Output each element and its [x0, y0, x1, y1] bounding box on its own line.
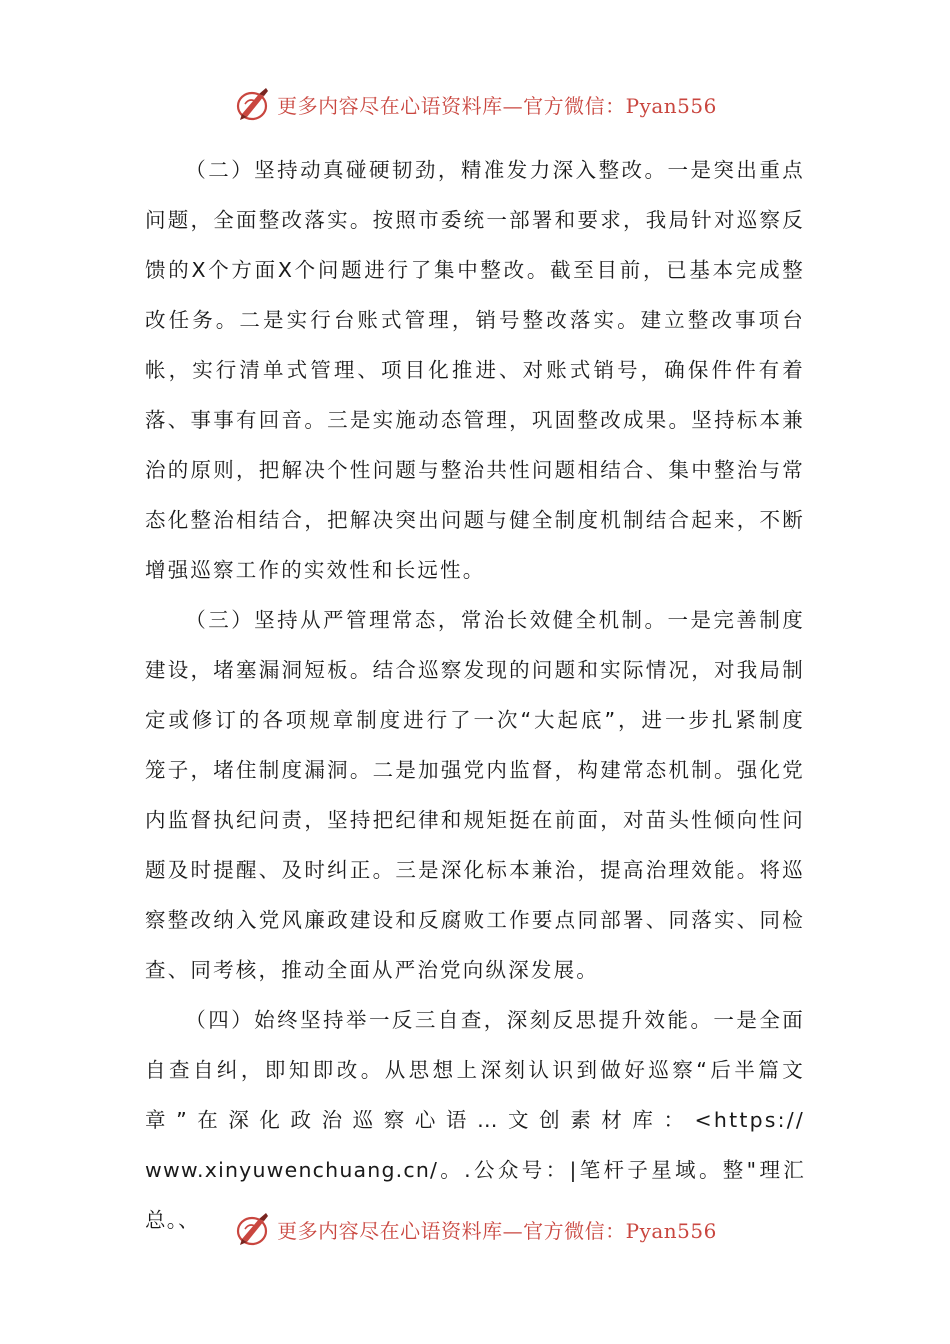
document-body [145, 145, 805, 1245]
watermark-text: 更多内容尽在心语资料库—官方微信：Pyan556 [277, 1218, 717, 1243]
pen-logo-icon [233, 84, 273, 124]
paragraph-section-2 [145, 145, 805, 595]
paragraph-section-4 [145, 995, 805, 1145]
watermark-header [0, 82, 950, 126]
pen-logo-icon [233, 1209, 273, 1249]
paragraph-section-3 [145, 595, 805, 995]
watermark-text: 更多内容尽在心语资料库—官方微信：Pyan556 [277, 93, 717, 118]
paragraph-text: （四）始终坚持举一反三自查，深刻反思提升效能。一是全面自查自纠，即知即改。从思想上深刻认识到做好巡察“后半篇文章”在深化政治巡察心语…文创素材库：<https:// [145, 1008, 805, 1132]
source-url-text: www.xinyuwenchuang.cn/。.公众号：|笔杆子星域。整"理汇总。、 [145, 1158, 805, 1232]
watermark-footer [0, 1207, 950, 1251]
paragraph-text: （二）坚持动真碰硬韧劲，精准发力深入整改。一是突出重点问题，全面整改落实。按照市委统一部署和要求，我局针对巡察反馈的X个方面X个问题进行了集中整改。截至目前，已基本完成整改任务。二是实行台账式管理，销号整改落实。建立整改事项台帐，实行清单式管理、项目化推进、对账式销号，确保件件有着落、事事有回音。三是实施动态管理，巩固整改成果。坚持标本兼治的原则，把解决个性问题与整治共性问题相结合、集中整治与常态化整治相结合，把解决突出问题与健全制度机制结合起来，不断增强巡察工作的实效性和长远性。 [145, 158, 805, 582]
paragraph-text: （三）坚持从严管理常态，常治长效健全机制。一是完善制度建设，堵塞漏洞短板。结合巡察发现的问题和实际情况，对我局制定或修订的各项规章制度进行了一次“大起底”，进一步扎紧制度笼子，堵住制度漏洞。二是加强党内监督，构建常态机制。强化党内监督执纪问责，坚持把纪律和规矩挺在前面，对苗头性倾向性问题及时提醒、及时纠正。三是深化标本兼治，提高治理效能。将巡察整改纳入党风廉政建设和反腐败工作要点同部署、同落实、同检查、同考核，推动全面从严治党向纵深发展。 [145, 608, 805, 982]
